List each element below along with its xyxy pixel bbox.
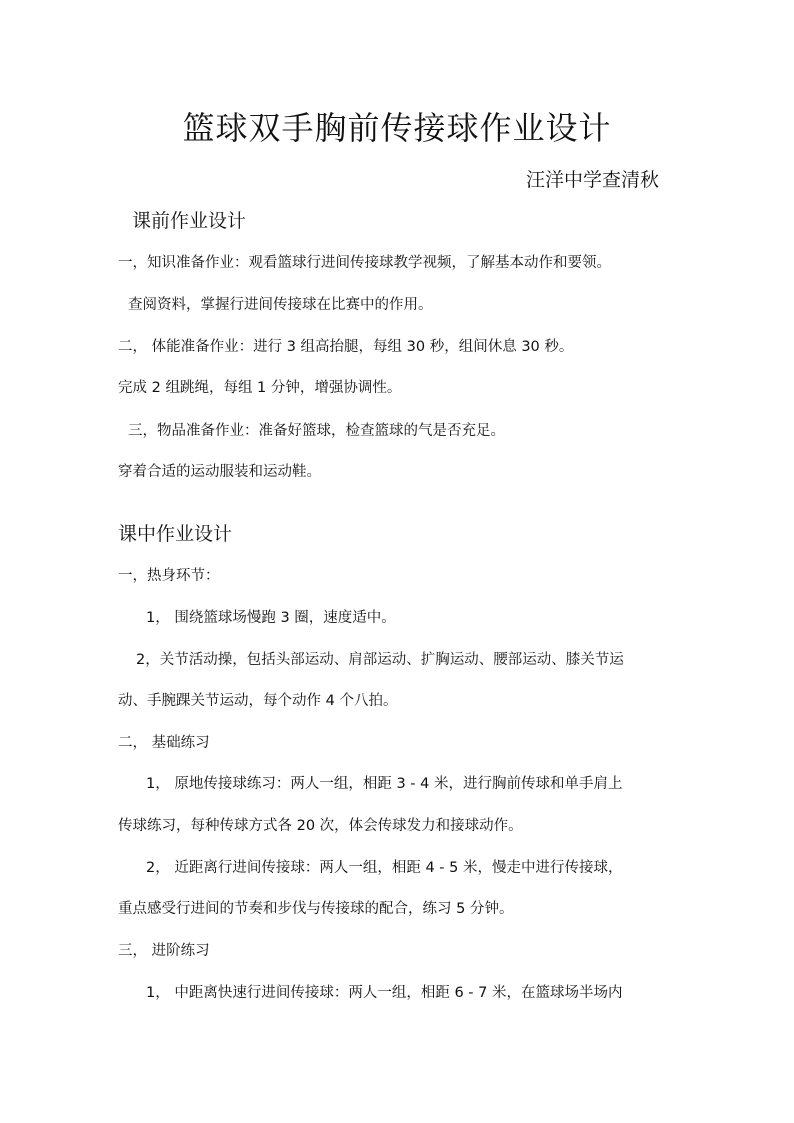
text-line: 1， 中距离快速行进间传接球：两人一组，相距 6 - 7 米，在篮球场半场内 [146, 985, 623, 1001]
document-title: 篮球双手胸前传接球作业设计 [182, 109, 612, 147]
text-line: 二， 体能准备作业：进行 3 组高抬腿，每组 30 秒，组间休息 30 秒。 [118, 339, 574, 355]
text-line: 查阅资料，掌握行进间传接球在比赛中的作用。 [128, 297, 433, 313]
text-line: 2， 近距离行进间传接球：两人一组，相距 4 - 5 米，慢走中进行传接球， [146, 860, 623, 876]
author-line: 汪洋中学查清秋 [526, 169, 660, 191]
text-line: 1， 围绕篮球场慢跑 3 圈，速度适中。 [146, 610, 396, 626]
text-line: 1， 原地传接球练习：两人一组，相距 3 - 4 米，进行胸前传球和单手肩上 [146, 776, 623, 792]
text-line: 三， 进阶练习 [118, 943, 210, 959]
text-line: 三，物品准备作业：准备好篮球，检查篮球的气是否充足。 [128, 423, 505, 439]
text-line: 一，热身环节： [118, 568, 220, 584]
section-heading-pre-class: 课前作业设计 [132, 210, 247, 232]
text-line: 一，知识准备作业：观看篮球行进间传接球教学视频，了解基本动作和要领。 [118, 255, 611, 271]
text-line: 重点感受行进间的节奏和步伐与传接球的配合，练习 5 分钟。 [118, 901, 514, 917]
text-line: 2，关节活动操，包括头部运动、肩部运动、扩胸运动、腰部运动、膝关节运 [136, 652, 624, 668]
text-line: 穿着合适的运动服装和运动鞋。 [118, 464, 321, 480]
text-line: 二， 基础练习 [118, 735, 210, 751]
text-line: 传球练习，每种传球方式各 20 次，体会传球发力和接球动作。 [118, 818, 523, 834]
text-line: 完成 2 组跳绳，每组 1 分钟，增强协调性。 [118, 380, 402, 396]
section-heading-in-class: 课中作业设计 [118, 523, 233, 545]
text-line: 动、手腕踝关节运动，每个动作 4 个八拍。 [118, 693, 398, 709]
